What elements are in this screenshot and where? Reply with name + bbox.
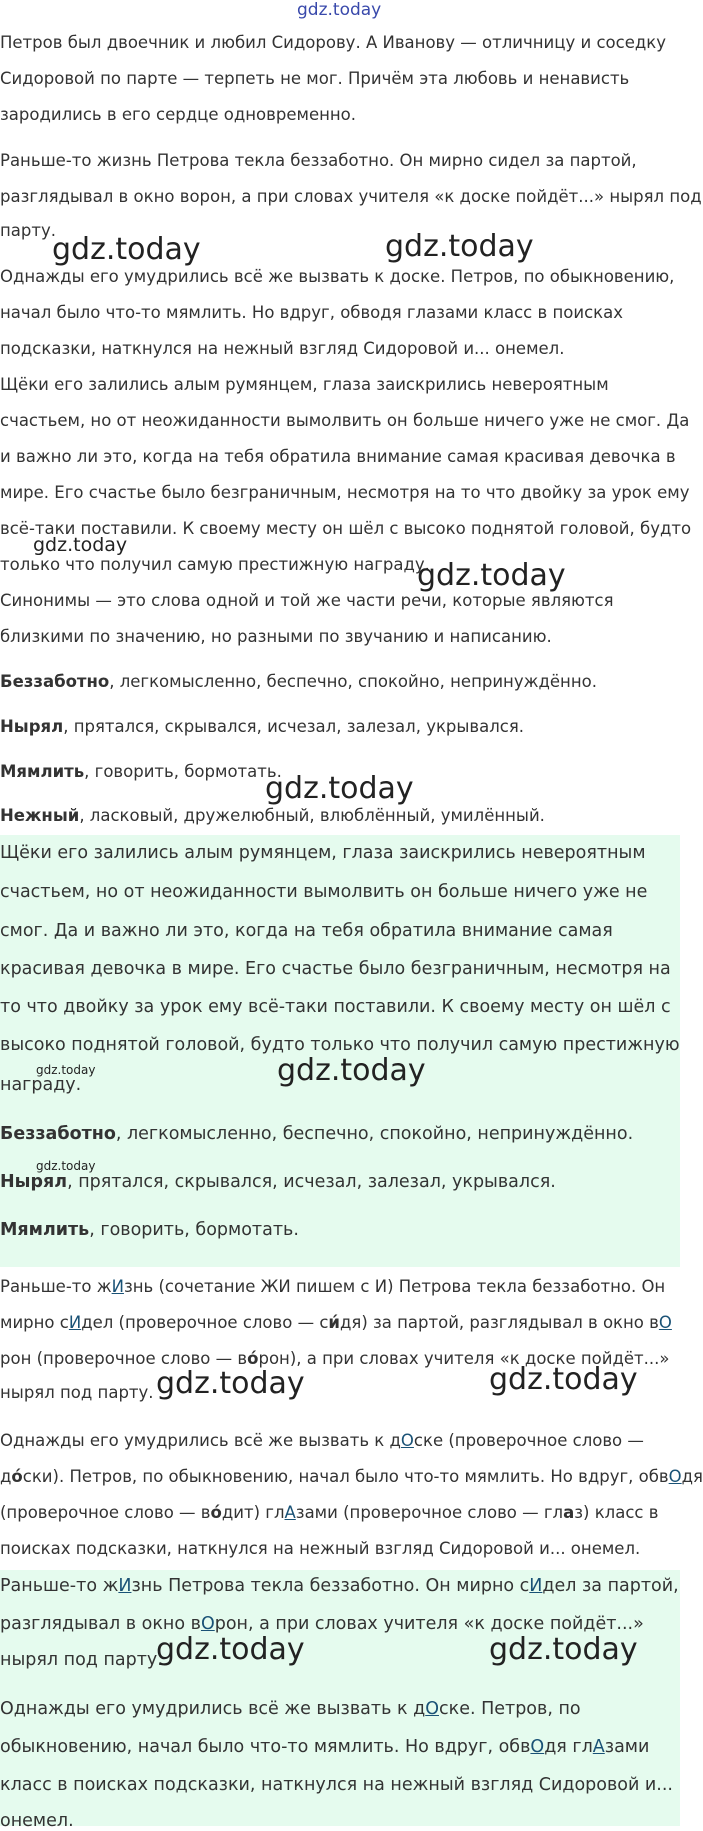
text-line: поисках подсказки, наткнулся на нежный взгляд Сидоровой и... онемел.	[0, 1539, 641, 1558]
highlight-letter: И	[111, 1277, 124, 1296]
watermark: gdz.today	[156, 1632, 305, 1667]
highlight-letter: А	[592, 1737, 605, 1757]
text-line: зародились в его сердце одновременно.	[0, 105, 357, 124]
watermark: gdz.today	[385, 229, 534, 264]
synonym-row	[0, 1220, 299, 1240]
highlight-letter: О	[658, 1313, 672, 1332]
synonym-list: , легкомысленно, беспечно, спокойно, непринуждённо.	[109, 672, 597, 691]
text-line: Сидоровой по парте — терпеть не мог. Причём эта любовь и ненависть	[0, 69, 630, 88]
synonym-row	[0, 717, 524, 736]
watermark: gdz.today	[36, 1063, 96, 1077]
synonym-list: , говорить, бормотать.	[84, 762, 282, 781]
highlight-letter: О	[400, 1431, 414, 1450]
highlight-letter: О	[668, 1467, 682, 1486]
synonym-word: Нырял	[0, 717, 64, 736]
synonym-list: , легкомысленно, беспечно, спокойно, непринуждённо.	[115, 1124, 634, 1144]
text-line: только что получил самую престижную награду.	[0, 555, 430, 574]
text-line: высоко поднятой головой, будто только что получил самую престижную	[0, 1035, 680, 1055]
text-line: Раньше-то жизнь Петрова текла беззаботно. Он мирно сидел за партой,	[0, 151, 637, 170]
header-watermark[interactable]: gdz.today	[297, 0, 382, 20]
text-line: нырял под парту.	[0, 1650, 163, 1670]
text-line: разглядывал в окно вОрон, а при словах учителя «к доске пойдёт...»	[0, 1614, 644, 1634]
highlight-letter: О	[530, 1737, 545, 1757]
text-line: онемел.	[0, 1811, 74, 1831]
synonym-word: Беззаботно	[0, 672, 110, 691]
text-line: начал было что-то мямлить. Но вдруг, обводя глазами класс в поисках	[0, 303, 623, 322]
watermark: gdz.today	[36, 1159, 96, 1173]
watermark: gdz.today	[156, 1366, 305, 1401]
text-line: Щёки его залились алым румянцем, глаза заискрились невероятным	[0, 843, 646, 863]
text-line: близкими по значению, но разными по звучанию и написанию.	[0, 627, 552, 646]
watermark: gdz.today	[277, 1053, 426, 1088]
synonym-row	[0, 672, 597, 691]
text-line: Щёки его залились алым румянцем, глаза заискрились невероятным	[0, 375, 609, 394]
watermark: gdz.today	[417, 558, 566, 593]
text-line: счастьем, но от неожиданности вымолвить он больше ничего уже не смог. Да	[0, 411, 690, 430]
text-line: Однажды его умудрились всё же вызвать к дОске (проверочное слово —	[0, 1431, 644, 1450]
text-line: награду.	[0, 1075, 82, 1095]
highlight-letter: И	[118, 1576, 132, 1596]
text-line: Однажды его умудрились всё же вызвать к дОске. Петров, по	[0, 1699, 581, 1719]
text-line: Раньше-то жИзнь Петрова текла беззаботно. Он мирно сИдел за партой,	[0, 1576, 679, 1596]
watermark: gdz.today	[52, 232, 201, 267]
text-line: Петров был двоечник и любил Сидорову. А Иванову — отличницу и соседку	[0, 33, 666, 52]
text-line: (проверочное слово — во́дит) глАзами (проверочное слово — глаз) класс в	[0, 1503, 659, 1522]
text-line: мирно сИдел (проверочное слово — си́дя) за партой, разглядывал в окно вО	[0, 1313, 672, 1332]
watermark: gdz.today	[489, 1362, 638, 1397]
text-line: и важно ли это, когда на тебя обратила внимание самая красивая девочка в	[0, 447, 676, 466]
synonym-row	[0, 1124, 633, 1144]
highlight-letter: О	[200, 1614, 215, 1634]
synonym-row	[0, 806, 545, 825]
synonym-word: Нежный	[0, 806, 80, 825]
synonym-word: Нырял	[0, 1172, 68, 1192]
highlight-letter: А	[284, 1503, 296, 1522]
text-line: всё-таки поставили. К своему месту он шёл с высоко поднятой головой, будто	[0, 519, 692, 538]
text-line: нырял под парту.	[0, 1383, 154, 1402]
text-line: Синонимы — это слова одной и той же части речи, которые являются	[0, 591, 614, 610]
synonym-list: , прятался, скрывался, исчезал, залезал, укрывался.	[67, 1172, 556, 1192]
watermark: gdz.today	[33, 534, 128, 556]
synonym-list: , говорить, бормотать.	[89, 1220, 299, 1240]
text-line: мире. Его счастье было безграничным, несмотря на то что двойку за урок ему	[0, 483, 690, 502]
text-line: подсказки, наткнулся на нежный взгляд Сидоровой и... онемел.	[0, 339, 565, 358]
text-line: счастьем, но от неожиданности вымолвить он больше ничего уже не	[0, 882, 648, 902]
text-line: то что двойку за урок ему всё-таки поставили. К своему месту он шёл с	[0, 997, 671, 1017]
text-line: Раньше-то жИзнь (сочетание ЖИ пишем с И) Петрова текла беззаботно. Он	[0, 1277, 666, 1296]
highlight-letter: О	[425, 1699, 439, 1719]
synonym-word: Мямлить	[0, 1220, 90, 1240]
synonym-word: Беззаботно	[0, 1124, 116, 1144]
text-line: до́ски). Петров, по обыкновению, начал было что-то мямлить. Но вдруг, обвОдя	[0, 1467, 703, 1486]
text-line: красивая девочка в мире. Его счастье было безграничным, несмотря на	[0, 959, 671, 979]
text-line: смог. Да и важно ли это, когда на тебя обратила внимание самая	[0, 921, 613, 941]
text-line: разглядывал в окно ворон, а при словах учителя «к доске пойдёт...» нырял под	[0, 187, 702, 206]
watermark: gdz.today	[489, 1632, 638, 1667]
synonym-list: , прятался, скрывался, исчезал, залезал, укрывался.	[63, 717, 525, 736]
text-line: класс в поисках подсказки, наткнулся на нежный взгляд Сидоровой и...	[0, 1775, 673, 1795]
synonym-row	[0, 1172, 556, 1192]
synonym-row	[0, 762, 282, 781]
highlight-letter: И	[529, 1576, 543, 1596]
text-line: Однажды его умудрились всё же вызвать к доске. Петров, по обыкновению,	[0, 267, 675, 286]
watermark: gdz.today	[265, 771, 414, 806]
synonym-word: Мямлить	[0, 762, 85, 781]
text-line: рон (проверочное слово — во́рон), а при словах учителя «к доске пойдёт...»	[0, 1349, 670, 1368]
text-line: парту.	[0, 221, 56, 240]
highlight-letter: И	[68, 1313, 82, 1332]
synonym-list: , ласковый, дружелюбный, влюблённый, умилённый.	[79, 806, 545, 825]
text-line: обыкновению, начал было что-то мямлить. Но вдруг, обвОдя глАзами	[0, 1737, 650, 1757]
